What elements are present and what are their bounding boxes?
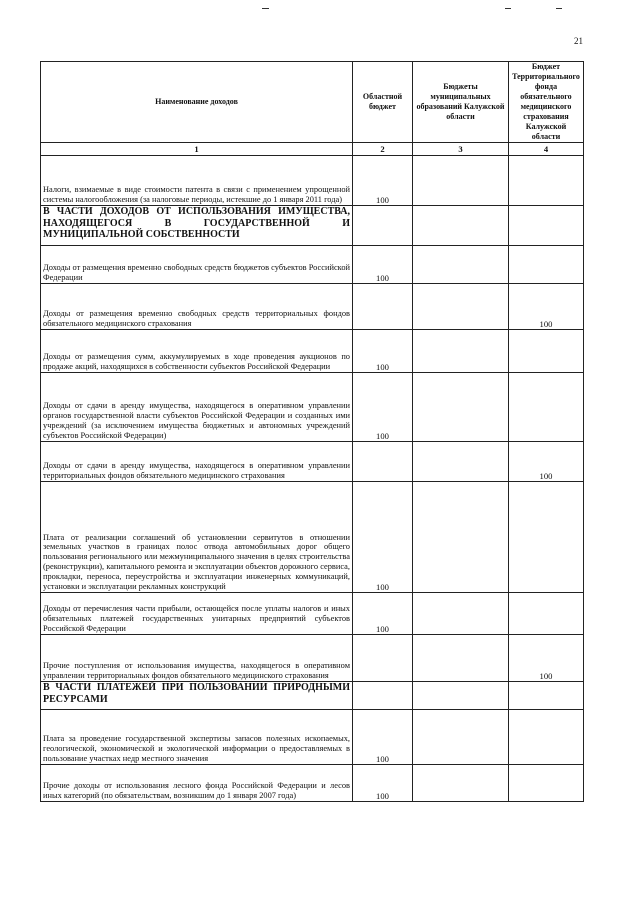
- value-municipal: [413, 442, 509, 482]
- header-row: [41, 62, 584, 143]
- value-fund: 100: [509, 442, 584, 482]
- value-fund: [509, 330, 584, 373]
- col-header-regional: Областной бюджет: [353, 62, 413, 143]
- revenue-table: [40, 61, 584, 802]
- value-municipal: [413, 593, 509, 635]
- value-regional: 100: [353, 156, 413, 206]
- value-municipal: [413, 373, 509, 442]
- section-row: [41, 682, 584, 710]
- col-header-fund: Бюджет Территориального фонда обязательного медицинского страхования Калужской области: [509, 62, 584, 143]
- col-number: 3: [413, 143, 509, 156]
- value-fund: 100: [509, 284, 584, 330]
- value-municipal: [413, 682, 509, 710]
- column-number-row: [41, 143, 584, 156]
- value-regional: 100: [353, 765, 413, 802]
- value-fund: [509, 710, 584, 765]
- revenue-name: Плата за проведение государственной экспертизы запасов полезных ископаемых, геологической, экономической и экологической информации о предоставляемых в пользование участках недр местного значения: [41, 710, 353, 765]
- value-fund: [509, 206, 584, 246]
- table-row: [41, 710, 584, 765]
- value-municipal: [413, 206, 509, 246]
- value-municipal: [413, 482, 509, 593]
- table-row: [41, 373, 584, 442]
- col-header-name: Наименование доходов: [41, 62, 353, 143]
- section-row: [41, 206, 584, 246]
- revenue-name: Доходы от сдачи в аренду имущества, находящегося в оперативном управлении органов государственной власти субъектов Российской Федерации и созданных ими учреждений (за исключением имущества бюджетных и автономных учреждений субъектов Российской Федерации): [41, 373, 353, 442]
- value-regional: 100: [353, 373, 413, 442]
- table-row: [41, 765, 584, 802]
- revenue-name: Доходы от сдачи в аренду имущества, находящегося в оперативном управлении территориальных фондов обязательного медицинского страхования: [41, 442, 353, 482]
- value-fund: [509, 373, 584, 442]
- value-fund: [509, 482, 584, 593]
- scan-mark: [556, 8, 562, 9]
- table-row: [41, 330, 584, 373]
- col-number: 4: [509, 143, 584, 156]
- revenue-name: Плата от реализации соглашений об установлении сервитутов в отношении земельных участков в границах полос отвода автомобильных дорог общего пользования регионального или межмуниципального значения в целях строительства (реконструкции), капитального ремонта и эксплуатации объектов дорожного сервиса, прокладки, переноса, переустройства и эксплуатации инженерных коммуникаций, установки и эксплуатации рекламных конструкций: [41, 482, 353, 593]
- table-row: [41, 482, 584, 593]
- value-fund: [509, 682, 584, 710]
- table-row: [41, 442, 584, 482]
- section-title: В ЧАСТИ ПЛАТЕЖЕЙ ПРИ ПОЛЬЗОВАНИИ ПРИРОДНЫМИ РЕСУРСАМИ: [41, 682, 353, 710]
- value-regional: [353, 206, 413, 246]
- value-regional: 100: [353, 482, 413, 593]
- value-regional: [353, 682, 413, 710]
- revenue-name: Доходы от перечисления части прибыли, остающейся после уплаты налогов и иных обязательных платежей государственных унитарных предприятий субъектов Российской Федерации: [41, 593, 353, 635]
- table-row: [41, 635, 584, 682]
- col-number: 1: [41, 143, 353, 156]
- value-fund: 100: [509, 635, 584, 682]
- value-regional: 100: [353, 710, 413, 765]
- scan-mark: [505, 8, 511, 9]
- value-regional: 100: [353, 330, 413, 373]
- revenue-name: Прочие доходы от использования лесного фонда Российской Федерации и лесов иных категорий (по обязательствам, возникшим до 1 января 2007 года): [41, 765, 353, 802]
- value-municipal: [413, 246, 509, 284]
- page-number: 21: [574, 36, 583, 46]
- table-row: [41, 156, 584, 206]
- value-fund: [509, 765, 584, 802]
- scan-mark: [262, 8, 269, 9]
- value-municipal: [413, 284, 509, 330]
- value-regional: 100: [353, 246, 413, 284]
- revenue-name: Доходы от размещения временно свободных средств территориальных фондов обязательного медицинского страхования: [41, 284, 353, 330]
- section-title: В ЧАСТИ ДОХОДОВ ОТ ИСПОЛЬЗОВАНИЯ ИМУЩЕСТВА, НАХОДЯЩЕГОСЯ В ГОСУДАРСТВЕННОЙ И МУНИЦИПАЛЬНОЙ СОБСТВЕННОСТИ: [41, 206, 353, 246]
- value-municipal: [413, 635, 509, 682]
- value-fund: [509, 593, 584, 635]
- value-regional: 100: [353, 593, 413, 635]
- value-municipal: [413, 156, 509, 206]
- revenue-name: Налоги, взимаемые в виде стоимости патента в связи с применением упрощенной системы налогообложения (за налоговые периоды, истекшие до 1 января 2011 года): [41, 156, 353, 206]
- value-fund: [509, 156, 584, 206]
- table-row: [41, 593, 584, 635]
- value-regional: [353, 442, 413, 482]
- value-municipal: [413, 710, 509, 765]
- value-regional: [353, 635, 413, 682]
- table-row: [41, 284, 584, 330]
- revenue-name: Прочие поступления от использования имущества, находящегося в оперативном управлении территориальных фондов обязательного медицинского страхования: [41, 635, 353, 682]
- col-header-municipal: Бюджеты муниципальных образований Калужской области: [413, 62, 509, 143]
- value-regional: [353, 284, 413, 330]
- col-number: 2: [353, 143, 413, 156]
- revenue-name: Доходы от размещения временно свободных средств бюджетов субъектов Российской Федерации: [41, 246, 353, 284]
- value-municipal: [413, 765, 509, 802]
- table-body: [41, 156, 584, 802]
- value-municipal: [413, 330, 509, 373]
- revenue-name: Доходы от размещения сумм, аккумулируемых в ходе проведения аукционов по продаже акций, находящихся в собственности субъектов Российской Федерации: [41, 330, 353, 373]
- table-row: [41, 246, 584, 284]
- value-fund: [509, 246, 584, 284]
